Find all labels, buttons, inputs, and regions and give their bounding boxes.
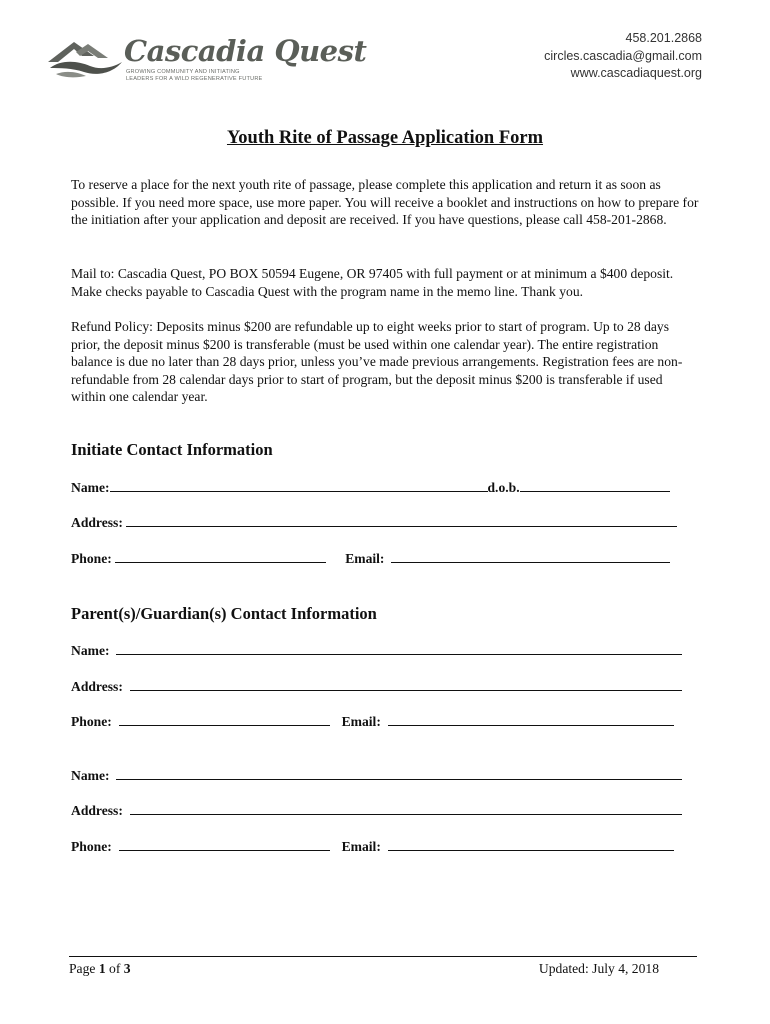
guardian-2-name-field[interactable]: [116, 767, 682, 780]
initiate-name-field[interactable]: [110, 479, 488, 492]
guardian-section-heading: Parent(s)/Guardian(s) Contact Information: [71, 604, 377, 623]
initiate-address-row: [71, 514, 677, 532]
guardian-1-address-row: [71, 678, 682, 696]
initiate-phone-label: Phone:: [71, 551, 112, 566]
page-total: 3: [123, 961, 131, 976]
initiate-phone-email-row: [71, 550, 670, 568]
intro-paragraph: To reserve a place for the next youth rite of passage, please complete this application and return it as soon as possible. If you need more space, use more paper. You will receive a booklet and instructions on how to prepare for the initiation after your application and deposit are received. If you have questions, please call 458-201-2868.: [71, 177, 699, 228]
page-of-word: of: [109, 961, 121, 976]
guardian-1-name-field[interactable]: [116, 642, 682, 655]
initiate-phone-field[interactable]: [115, 550, 326, 563]
guardian-1-name-row: [71, 642, 682, 660]
guardian-1-phone-label: Phone:: [71, 714, 112, 729]
logo-wordmark: Cascadia Quest: [124, 34, 367, 68]
initiate-address-field[interactable]: [126, 514, 677, 527]
guardian-2-email-label: Email:: [341, 839, 381, 854]
guardian-1-address-label: Address:: [71, 679, 123, 694]
initiate-name-label: Name:: [71, 480, 110, 495]
updated-date: Updated: July 4, 2018: [538, 961, 659, 976]
guardian-1-name-label: Name:: [71, 643, 110, 658]
guardian-2-email-field[interactable]: [388, 838, 674, 851]
page-number: [69, 961, 131, 977]
guardian-2-phone-field[interactable]: [119, 838, 330, 851]
page-word: Page: [69, 961, 96, 976]
header-website[interactable]: www.cascadiaquest.org: [570, 66, 702, 80]
page-footer: [69, 956, 697, 979]
mountain-wave-icon: [46, 34, 126, 84]
logo-tagline-1: GROWING COMMUNITY AND INITIATING: [126, 69, 240, 75]
cascadia-quest-logo: [46, 34, 367, 86]
header-contact: [544, 30, 702, 83]
page-title: Youth Rite of Passage Application Form: [226, 128, 544, 148]
guardian-1-email-label: Email:: [341, 714, 381, 729]
initiate-address-label: Address:: [71, 515, 123, 530]
initiate-dob-field[interactable]: [520, 479, 670, 492]
guardian-2-address-field[interactable]: [130, 802, 682, 815]
refund-policy-paragraph: Refund Policy: Deposits minus $200 are refundable up to eight weeks prior to start of program. Up to 28 days prior, the deposit minus $200 is transferable (must be used within one calendar year). The entire registration balance is due no later than 28 days prior, unless you’ve made previous arrangements. Registration fees are non-refundable from 28 calendar days prior to start of program, but the deposit minus $200 is transferable if used within one calendar year.: [71, 319, 683, 405]
initiate-dob-label: d.o.b.: [487, 480, 520, 495]
page-current: 1: [98, 961, 106, 976]
initiate-email-field[interactable]: [391, 550, 670, 563]
guardian-2-name-label: Name:: [71, 768, 110, 783]
guardian-2-address-label: Address:: [71, 803, 123, 818]
header-email[interactable]: circles.cascadia@gmail.com: [544, 48, 702, 63]
guardian-1-address-field[interactable]: [130, 678, 682, 691]
guardian-2-name-row: [71, 767, 682, 785]
initiate-section-heading: Initiate Contact Information: [71, 440, 273, 459]
logo-tagline-2: LEADERS FOR A WILD REGENERATIVE FUTURE: [126, 76, 263, 82]
guardian-1-phone-email-row: [71, 713, 674, 731]
guardian-2-phone-label: Phone:: [71, 839, 112, 854]
guardian-2-phone-email-row: [71, 838, 674, 856]
guardian-1-email-field[interactable]: [388, 713, 674, 726]
mail-paragraph: Mail to: Cascadia Quest, PO BOX 50594 Eugene, OR 97405 with full payment or at minimum a $400 deposit. Make checks payable to Cascadia Quest with the program name in the memo line. Thank you.: [71, 266, 674, 299]
header-phone: 458.201.2868: [625, 31, 702, 45]
guardian-1-phone-field[interactable]: [119, 713, 330, 726]
guardian-2-address-row: [71, 802, 682, 820]
initiate-name-row: [71, 479, 670, 497]
initiate-email-label: Email:: [345, 551, 385, 566]
